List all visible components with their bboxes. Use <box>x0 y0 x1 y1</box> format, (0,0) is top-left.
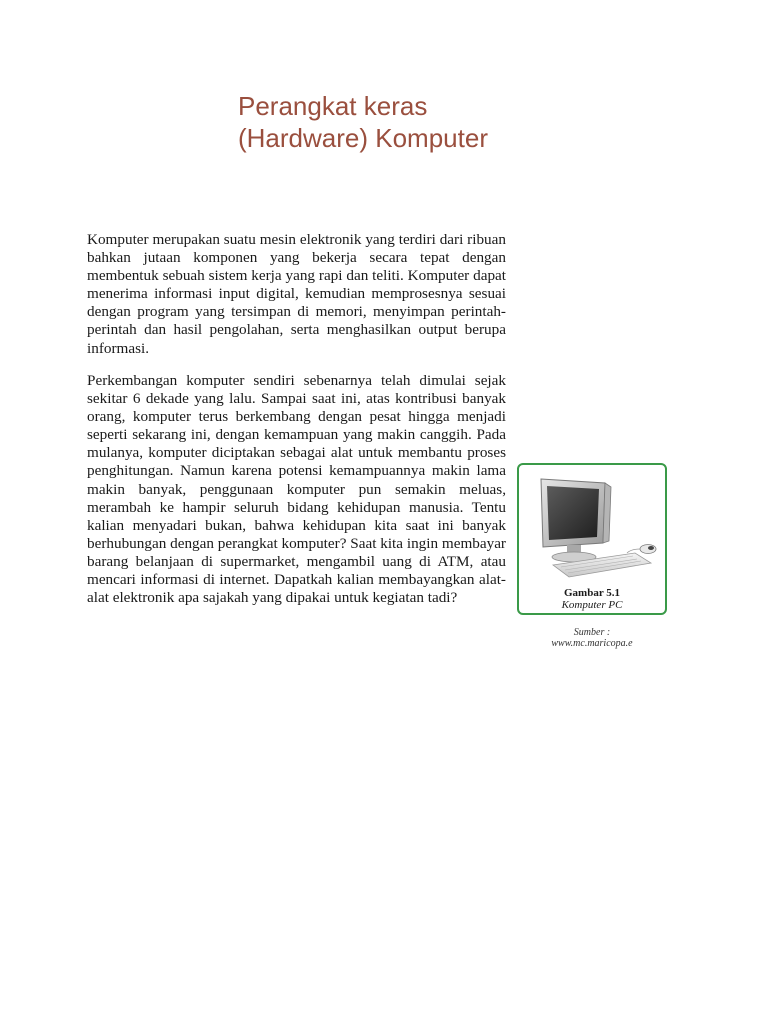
desktop-computer-icon <box>527 473 661 585</box>
source-label: Sumber : <box>573 627 611 638</box>
page-title <box>238 90 578 154</box>
source-url: www.mc.maricopa.e <box>551 638 633 649</box>
figure-number: Gambar 5.1 <box>563 587 621 599</box>
body-paragraph-1: Komputer merupakan suatu mesin elektronik yang terdiri dari ribuan bahkan jutaan komponen yang bekerja secara tepat dengan membentuk sebuah sistem kerja yang rapi dan teliti. Komputer dapat menerima informasi input digital, kemudian memprosesnya sesuai dengan program yang tersimpan di memori, menyimpan perintah-perintah dan hasil pengolahan, serta menghasilkan output berupa informasi. <box>87 231 506 357</box>
body-paragraph-2: Perkembangan komputer sendiri sebenarnya telah dimulai sejak sekitar 6 dekade yang lalu. Sampai saat ini, atas kontribusi banyak orang, komputer terus berkembang dengan pesat hingga menjadi seperti sekarang ini, dengan kemampuan yang makin canggih. Pada mulanya, komputer diciptakan sebagai alat untuk membantu proses penghitungan. Namun karena potensi kemampuannya makin lama makin banyak, penggunaan komputer pun semakin meluas, merambah ke hampir seluruh bidang kehidupan manusia. Tentu kalian menyadari bukan, bahwa kehidupan kita saat ini banyak berhubungan dengan perangkat komputer? Saat kita ingin membayar barang belanjaan di supermarket, mengambil uang di ATM, atau mencari informasi di internet. Dapatkah kalian membayangkan alat-alat elektronik apa sajakah yang dipakai untuk kegiatan tadi? <box>87 372 506 607</box>
page-title-line-2: (Hardware) Komputer <box>238 123 488 153</box>
figure-box <box>517 463 667 615</box>
figure-caption: Komputer PC <box>561 599 623 611</box>
page-title-line-1: Perangkat keras <box>238 91 428 121</box>
